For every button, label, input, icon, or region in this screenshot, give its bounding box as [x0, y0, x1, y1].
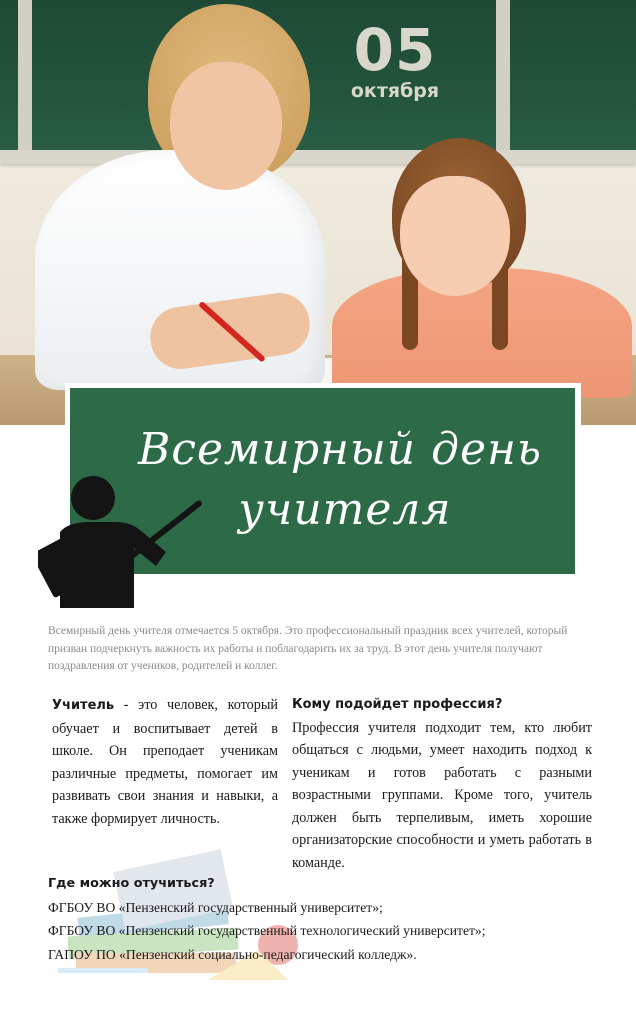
chalkboard-ledge: [0, 150, 636, 164]
intro-paragraph: Всемирный день учителя отмечается 5 октября. Это профессиональный праздник всех учителей, который призван подчеркнуть важность их работы и поблагодарить их за труд. В этот день учителя получают поздравления от учеников, родителей и коллег.: [48, 625, 568, 672]
profession-suitability: [292, 694, 592, 874]
chalkboard-divider: [496, 0, 510, 160]
definition-text: - это человек, который обучает и воспитывает детей в школе. Он преподает ученикам различные предметы, помогает им развивать свои знания и навыки, а также формирует личность.: [52, 697, 278, 827]
teacher-face: [170, 62, 282, 190]
date-day: 05: [353, 16, 437, 84]
study-heading: Где можно отучиться?: [48, 876, 215, 891]
suitability-text: Профессия учителя подходит тем, кто любит общаться с людьми, умеет находить подход к ученикам и готов работать с разными возрастными группами. Кроме того, учитель должен быть терпеливым, иметь хорошие организаторские способности и уметь работать в команде.: [292, 719, 592, 871]
chalkboard-divider: [18, 0, 32, 160]
study-item: ГАПОУ ПО «Пензенский социально-педагогический колледж».: [48, 946, 417, 962]
hero-photo: [0, 0, 636, 425]
title-line-1: Всемирный день: [137, 424, 542, 475]
definition-term: Учитель: [52, 698, 115, 713]
teacher-pointer-icon: [38, 470, 223, 610]
event-date: [330, 18, 460, 102]
study-places: [48, 872, 608, 966]
study-item: ФГБОУ ВО «Пензенский государственный технологический университет»;: [48, 923, 486, 938]
study-item: ФГБОУ ВО «Пензенский государственный университет»;: [48, 899, 383, 915]
student-face: [400, 176, 510, 296]
title-line-2: учителя: [238, 484, 452, 535]
suitability-heading: Кому подойдет профессия?: [292, 697, 503, 712]
chalkboard: [0, 0, 636, 160]
date-month: октября: [350, 80, 440, 102]
teacher-definition: [52, 694, 278, 830]
